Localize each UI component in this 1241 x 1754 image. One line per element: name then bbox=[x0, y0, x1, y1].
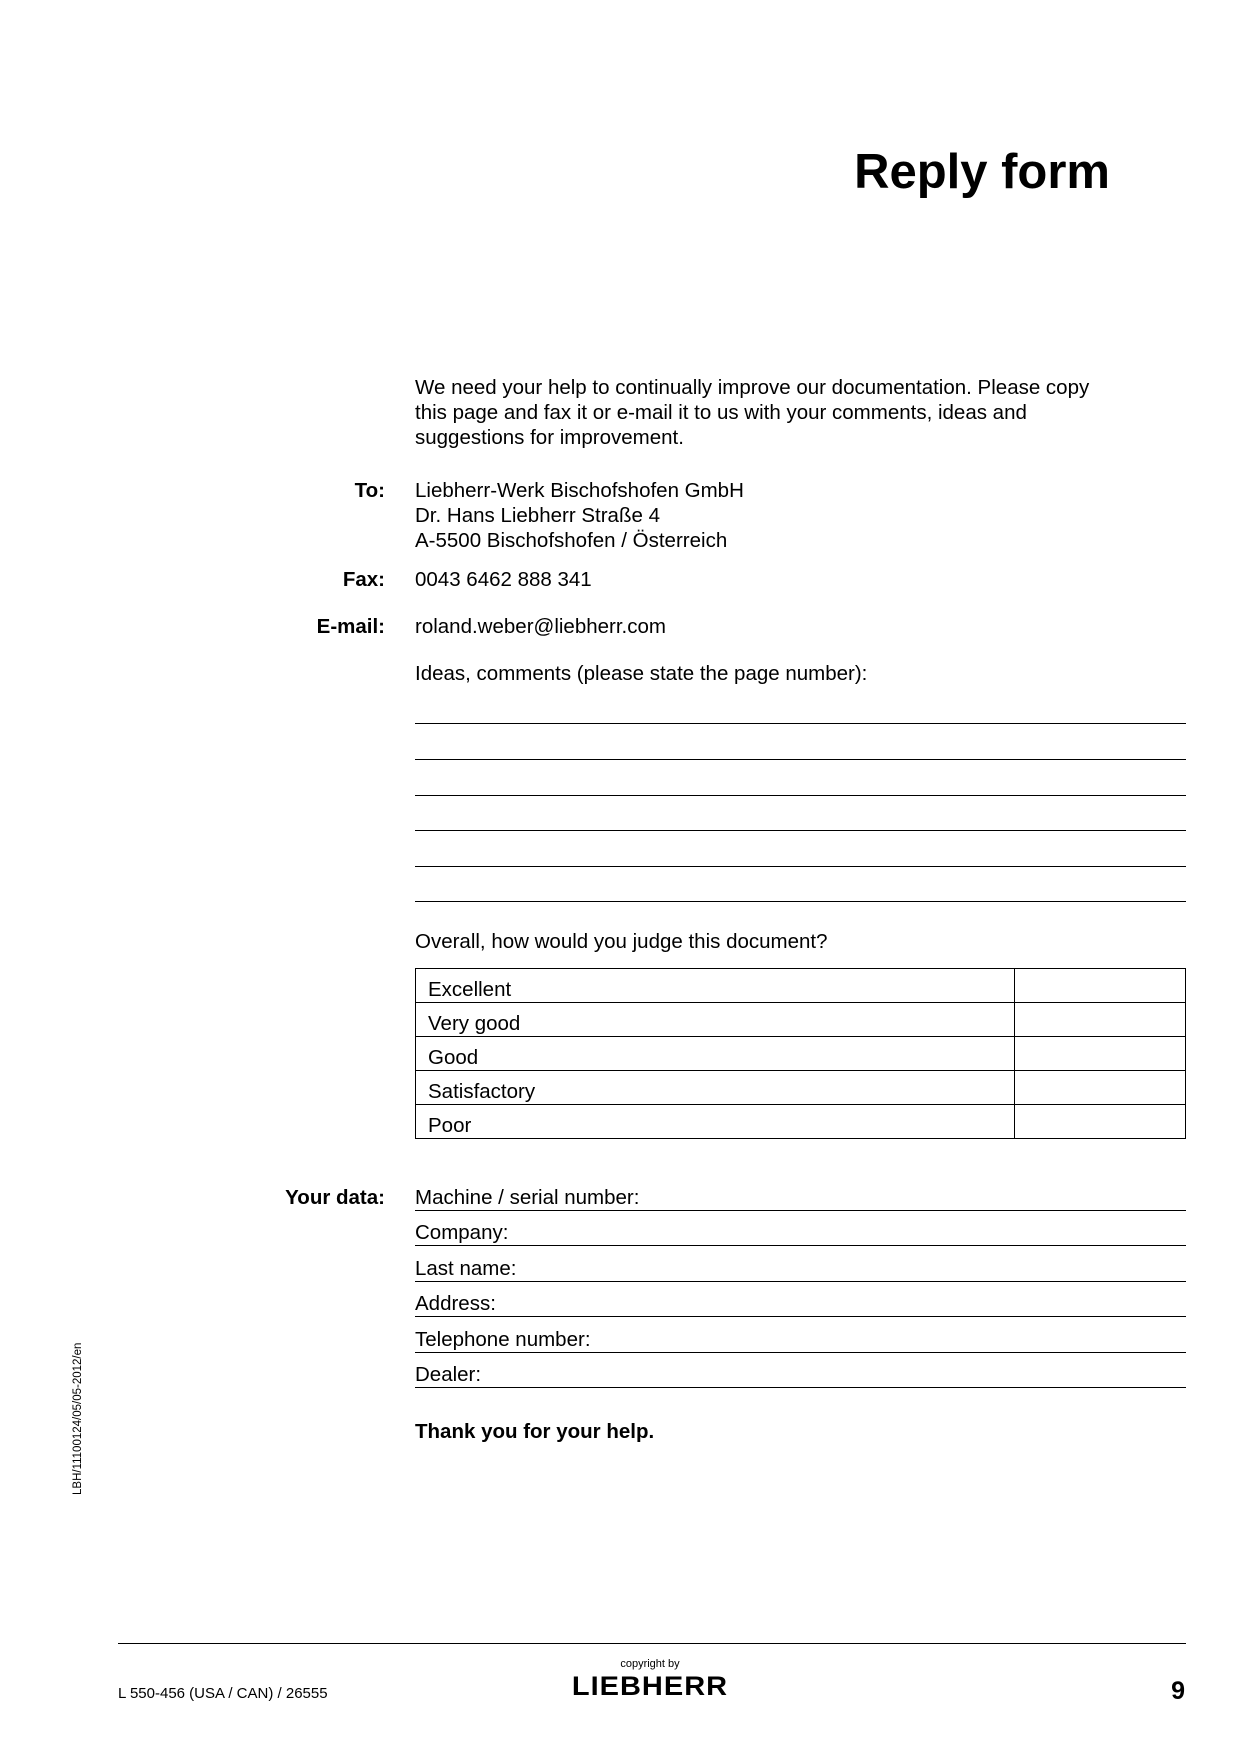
rating-option-label: Poor bbox=[416, 1105, 1015, 1139]
rating-checkbox-poor[interactable] bbox=[1015, 1105, 1186, 1139]
to-label: To: bbox=[354, 479, 385, 502]
comment-line[interactable] bbox=[415, 830, 1186, 831]
page-title: Reply form bbox=[854, 145, 1110, 199]
to-line-city: A-5500 Bischofshofen / Österreich bbox=[415, 529, 728, 552]
comment-line[interactable] bbox=[415, 866, 1186, 867]
rating-row bbox=[416, 1071, 1186, 1105]
to-line-company: Liebherr-Werk Bischofshofen GmbH bbox=[415, 479, 744, 502]
field-last-name[interactable]: Last name: bbox=[415, 1256, 1186, 1282]
field-company[interactable]: Company: bbox=[415, 1220, 1186, 1246]
rating-checkbox-satisfactory[interactable] bbox=[1015, 1071, 1186, 1105]
comment-line[interactable] bbox=[415, 795, 1186, 796]
email-value[interactable]: roland.weber@liebherr.com bbox=[415, 615, 666, 638]
fax-value: 0043 6462 888 341 bbox=[415, 568, 592, 591]
comments-prompt: Ideas, comments (please state the page number): bbox=[415, 662, 868, 685]
comment-line[interactable] bbox=[415, 723, 1186, 724]
comment-line[interactable] bbox=[415, 759, 1186, 760]
page-number: 9 bbox=[1171, 1677, 1185, 1705]
to-line-street: Dr. Hans Liebherr Straße 4 bbox=[415, 504, 660, 527]
field-telephone[interactable]: Telephone number: bbox=[415, 1327, 1186, 1353]
side-document-code: LBH/11100124/05/05-2012/en bbox=[72, 1342, 84, 1495]
rating-row bbox=[416, 969, 1186, 1003]
rating-option-label: Satisfactory bbox=[416, 1071, 1015, 1105]
copyright-text: copyright by bbox=[620, 1658, 680, 1670]
fax-label: Fax: bbox=[342, 568, 385, 591]
rating-option-label: Excellent bbox=[416, 969, 1015, 1003]
rating-row bbox=[416, 1105, 1186, 1139]
rating-row bbox=[416, 1037, 1186, 1071]
rating-checkbox-excellent[interactable] bbox=[1015, 969, 1186, 1003]
liebherr-logo-icon bbox=[560, 1672, 740, 1700]
footer-divider bbox=[118, 1643, 1186, 1644]
your-data-label: Your data: bbox=[285, 1186, 385, 1209]
rating-row bbox=[416, 1003, 1186, 1037]
rating-checkbox-very-good[interactable] bbox=[1015, 1003, 1186, 1037]
rating-option-label: Very good bbox=[416, 1003, 1015, 1037]
thanks-text: Thank you for your help. bbox=[415, 1420, 655, 1443]
email-label: E-mail: bbox=[316, 615, 385, 638]
rating-checkbox-good[interactable] bbox=[1015, 1037, 1186, 1071]
rating-option-label: Good bbox=[416, 1037, 1015, 1071]
field-address[interactable]: Address: bbox=[415, 1291, 1186, 1317]
logo-text: LIEBHERR bbox=[571, 1672, 729, 1700]
comment-line[interactable] bbox=[415, 901, 1186, 902]
document-id: L 550-456 (USA / CAN) / 26555 bbox=[118, 1685, 328, 1702]
field-dealer[interactable]: Dealer: bbox=[415, 1362, 1186, 1388]
intro-text: We need your help to continually improve our documentation. Please copy this page and fax it or e-mail it to us with your comments, ideas and suggestions for improvement. bbox=[415, 376, 1090, 449]
rating-question: Overall, how would you judge this document? bbox=[415, 930, 828, 953]
field-machine-serial[interactable]: Machine / serial number: bbox=[415, 1185, 1186, 1211]
rating-table bbox=[415, 968, 1186, 1139]
